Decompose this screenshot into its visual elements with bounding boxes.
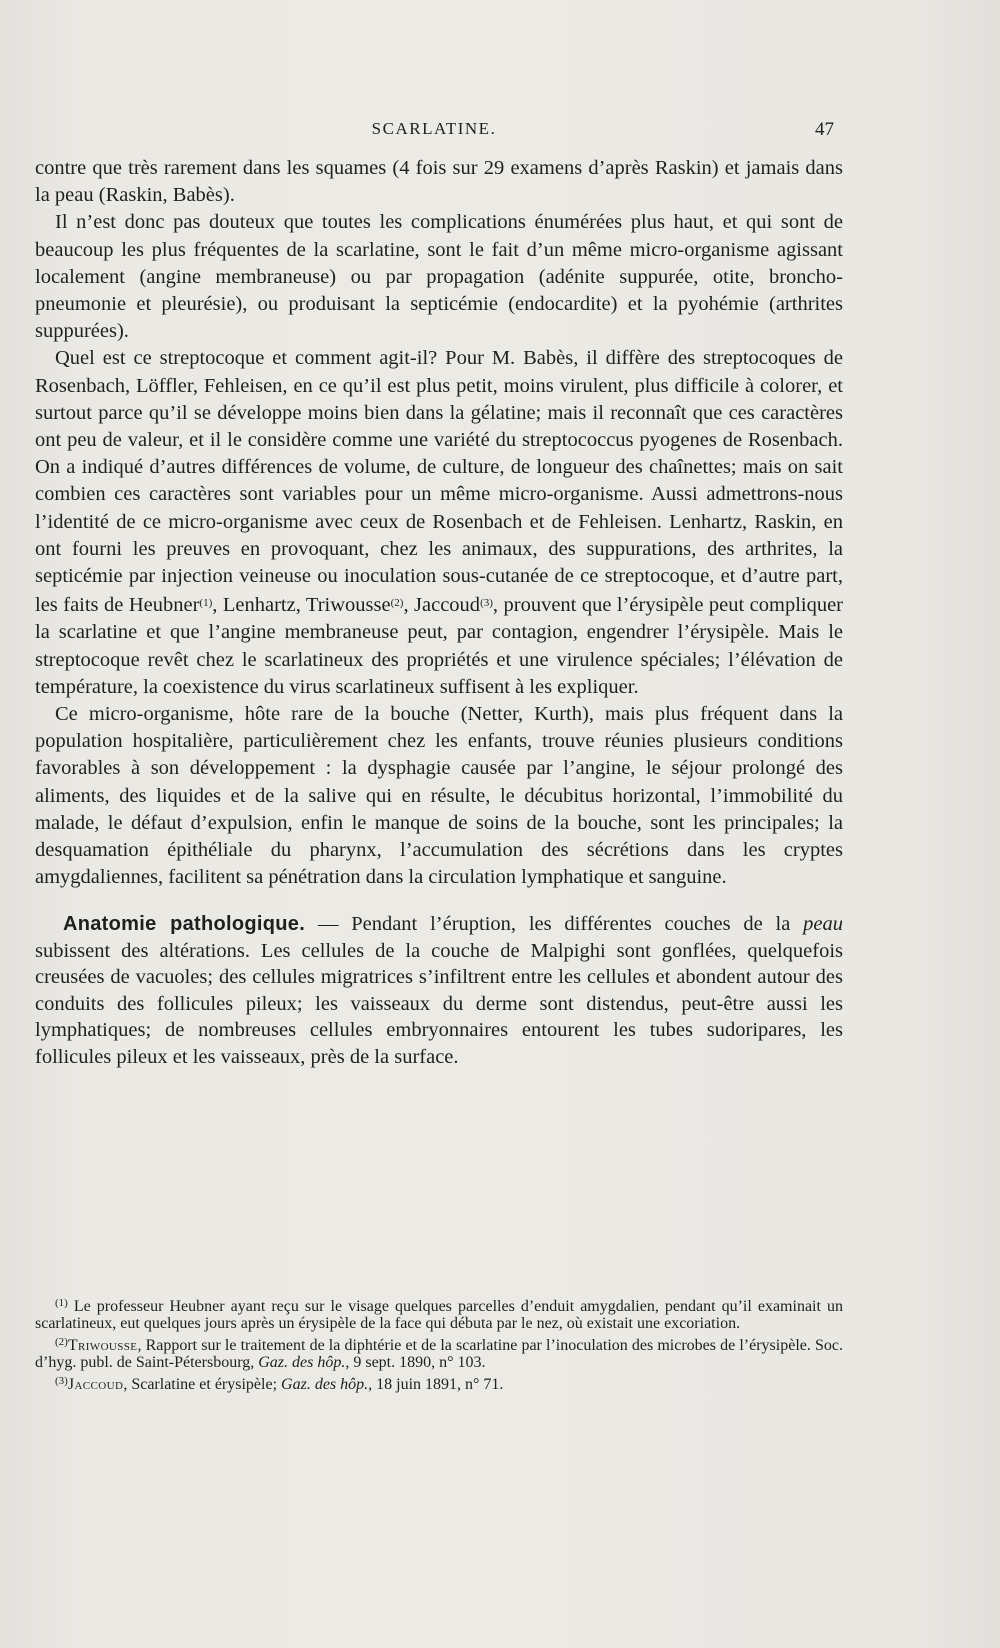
footnote-journal: Gaz. des hôp.	[281, 1376, 369, 1393]
footnote-3	[35, 1373, 843, 1393]
footnote-marker: (1)	[55, 1297, 68, 1309]
running-title: SCARLATINE.	[371, 119, 497, 138]
section-heading: Anatomie pathologique.	[63, 913, 306, 936]
paragraph-continuation: contre que très rarement dans les squames (4 fois sur 29 examens d’après Raskin) et jamais dans la peau (Raskin, Babès).	[35, 157, 843, 207]
page-number: 47	[815, 119, 834, 140]
footnote-1	[35, 1295, 843, 1332]
footnote-marker: (2)	[55, 1336, 68, 1348]
paragraph-streptocoque	[35, 345, 843, 701]
footnote-marker: (3)	[55, 1375, 68, 1387]
italic-term: peau	[803, 913, 844, 936]
footnote-text: , 18 juin 1891, n° 71.	[368, 1376, 504, 1393]
footnote-2	[35, 1334, 843, 1371]
paragraph-anatomie	[35, 911, 843, 1070]
main-text	[35, 155, 843, 1070]
paragraph-complications: Il n’est donc pas douteux que toutes les complications énumérées plus haut, et qui sont de beaucoup les plus fréquentes de la scarlatine, sont le fait d’un même micro-organisme agissant localement (angine membraneuse) ou par propagation (adénite suppurée, otite, broncho-pneumonie et pleurésie), ou produisant la septicémie (endocardite) et la pyohémie (arthrites suppurées).	[35, 211, 843, 343]
footnote-text: Le professeur Heubner ayant reçu sur le visage quelques parcelles d’enduit amygdalien, pendant qu’il examinait un scarlatineux, eut quelques jours après un érysipèle de la face qui débuta par le nez, où existait une excoriation.	[35, 1298, 843, 1332]
footnote-text: , 9 sept. 1890, n° 103.	[345, 1354, 486, 1371]
footnote-text: , Rapport sur le traitement de la diphtérie et de la scarlatine par l’inoculation des microbes de l’érysipèle. Soc. d’hyg. publ. de Saint-Pétersbourg,	[35, 1337, 843, 1371]
footnotes	[35, 1295, 843, 1393]
paragraph-text: , Jaccoud	[403, 594, 481, 617]
footnote-author: Triwousse	[67, 1337, 138, 1354]
footnote-journal: Gaz. des hôp.	[258, 1354, 346, 1371]
paragraph-micro-organisme: Ce micro-organisme, hôte rare de la bouche (Netter, Kurth), mais plus fréquent dans la population hospitalière, particulièrement chez les enfants, trouve réunies plusieurs conditions favorables à son développement : la dysphagie causée par l’angine, le séjour prolongé des aliments, des liquides et de la salive qui en résulte, le décubitus horizontal, l’immobilité du malade, le défaut d’expulsion, enfin le manque de soins de la bouche, sont les principales; la desquamation épithéliale du pharynx, l’accumulation des sécrétions dans les cryptes amygdaliennes, facilitent sa pénétration dans la circulation lymphatique et sanguine.	[35, 703, 843, 889]
running-header	[34, 119, 834, 145]
footnote-author: Jaccoud	[67, 1376, 124, 1393]
paragraph-text: Quel est ce streptocoque et comment agit-il? Pour M. Babès, il diffère des streptocoques de Rosenbach, Löffler, Fehleisen, en ce qu’il est plus petit, moins virulent, plus difficile à colorer, et surtout parce qu’il se développe moins bien dans la gélatine; mais il reconnaît que ces caractères ont peu de valeur, et il le considère comme une variété du streptococcus pyogenes de Rosenbach. On a indiqué d’autres différences de volume, de culture, de longueur des chaînettes; mais on sait combien ces caractères sont variables pour un même micro-organisme. Aussi admettrons-nous l’identité de ce micro-organisme avec ceux de Rosenbach et de Fehleisen. Lenhartz, Raskin, en ont fourni les preuves en provoquant, chez les animaux, des suppurations, des arthrites, la septicémie par injection veineuse ou inoculation sous-cutanée de ce streptocoque, et d’autre part, les faits de Heubner	[35, 347, 843, 617]
paragraph-text: subissent des altérations. Les cellules de la couche de Malpighi sont gonflées, quelquefois creusées de vacuoles; des cellules migratrices s’infiltrent entre les cellules et abondent autour des conduits des follicules pileux; les vaisseaux du derme sont distendus, peut-être aussi les lymphatiques; de nombreuses cellules embryonnaires entourent les tubes sudoripares, les follicules pileux et les vaisseaux, près de la surface.	[35, 939, 843, 1068]
footnote-ref-1[interactable]: (1)	[199, 597, 213, 610]
paragraph-text: , Lenhartz, Triwousse	[212, 594, 391, 617]
paragraph-text: , prouvent que l’érysipèle peut compliquer la scarlatine et que l’angine membraneuse peut, par contagion, engendrer l’érysipèle. Mais le streptocoque revêt chez le scarlatineux des propriétés et une virulence spéciales; l’élévation de température, la coexistence du virus scarlatineux suffisent à les expliquer.	[35, 594, 844, 698]
footnote-text: , Scarlatine et érysipèle;	[123, 1376, 282, 1393]
paragraph-text: — Pendant l’éruption, les différentes couches de la	[305, 913, 804, 936]
footnote-ref-3[interactable]: (3)	[480, 597, 493, 610]
footnote-ref-2[interactable]: (2)	[390, 597, 404, 610]
